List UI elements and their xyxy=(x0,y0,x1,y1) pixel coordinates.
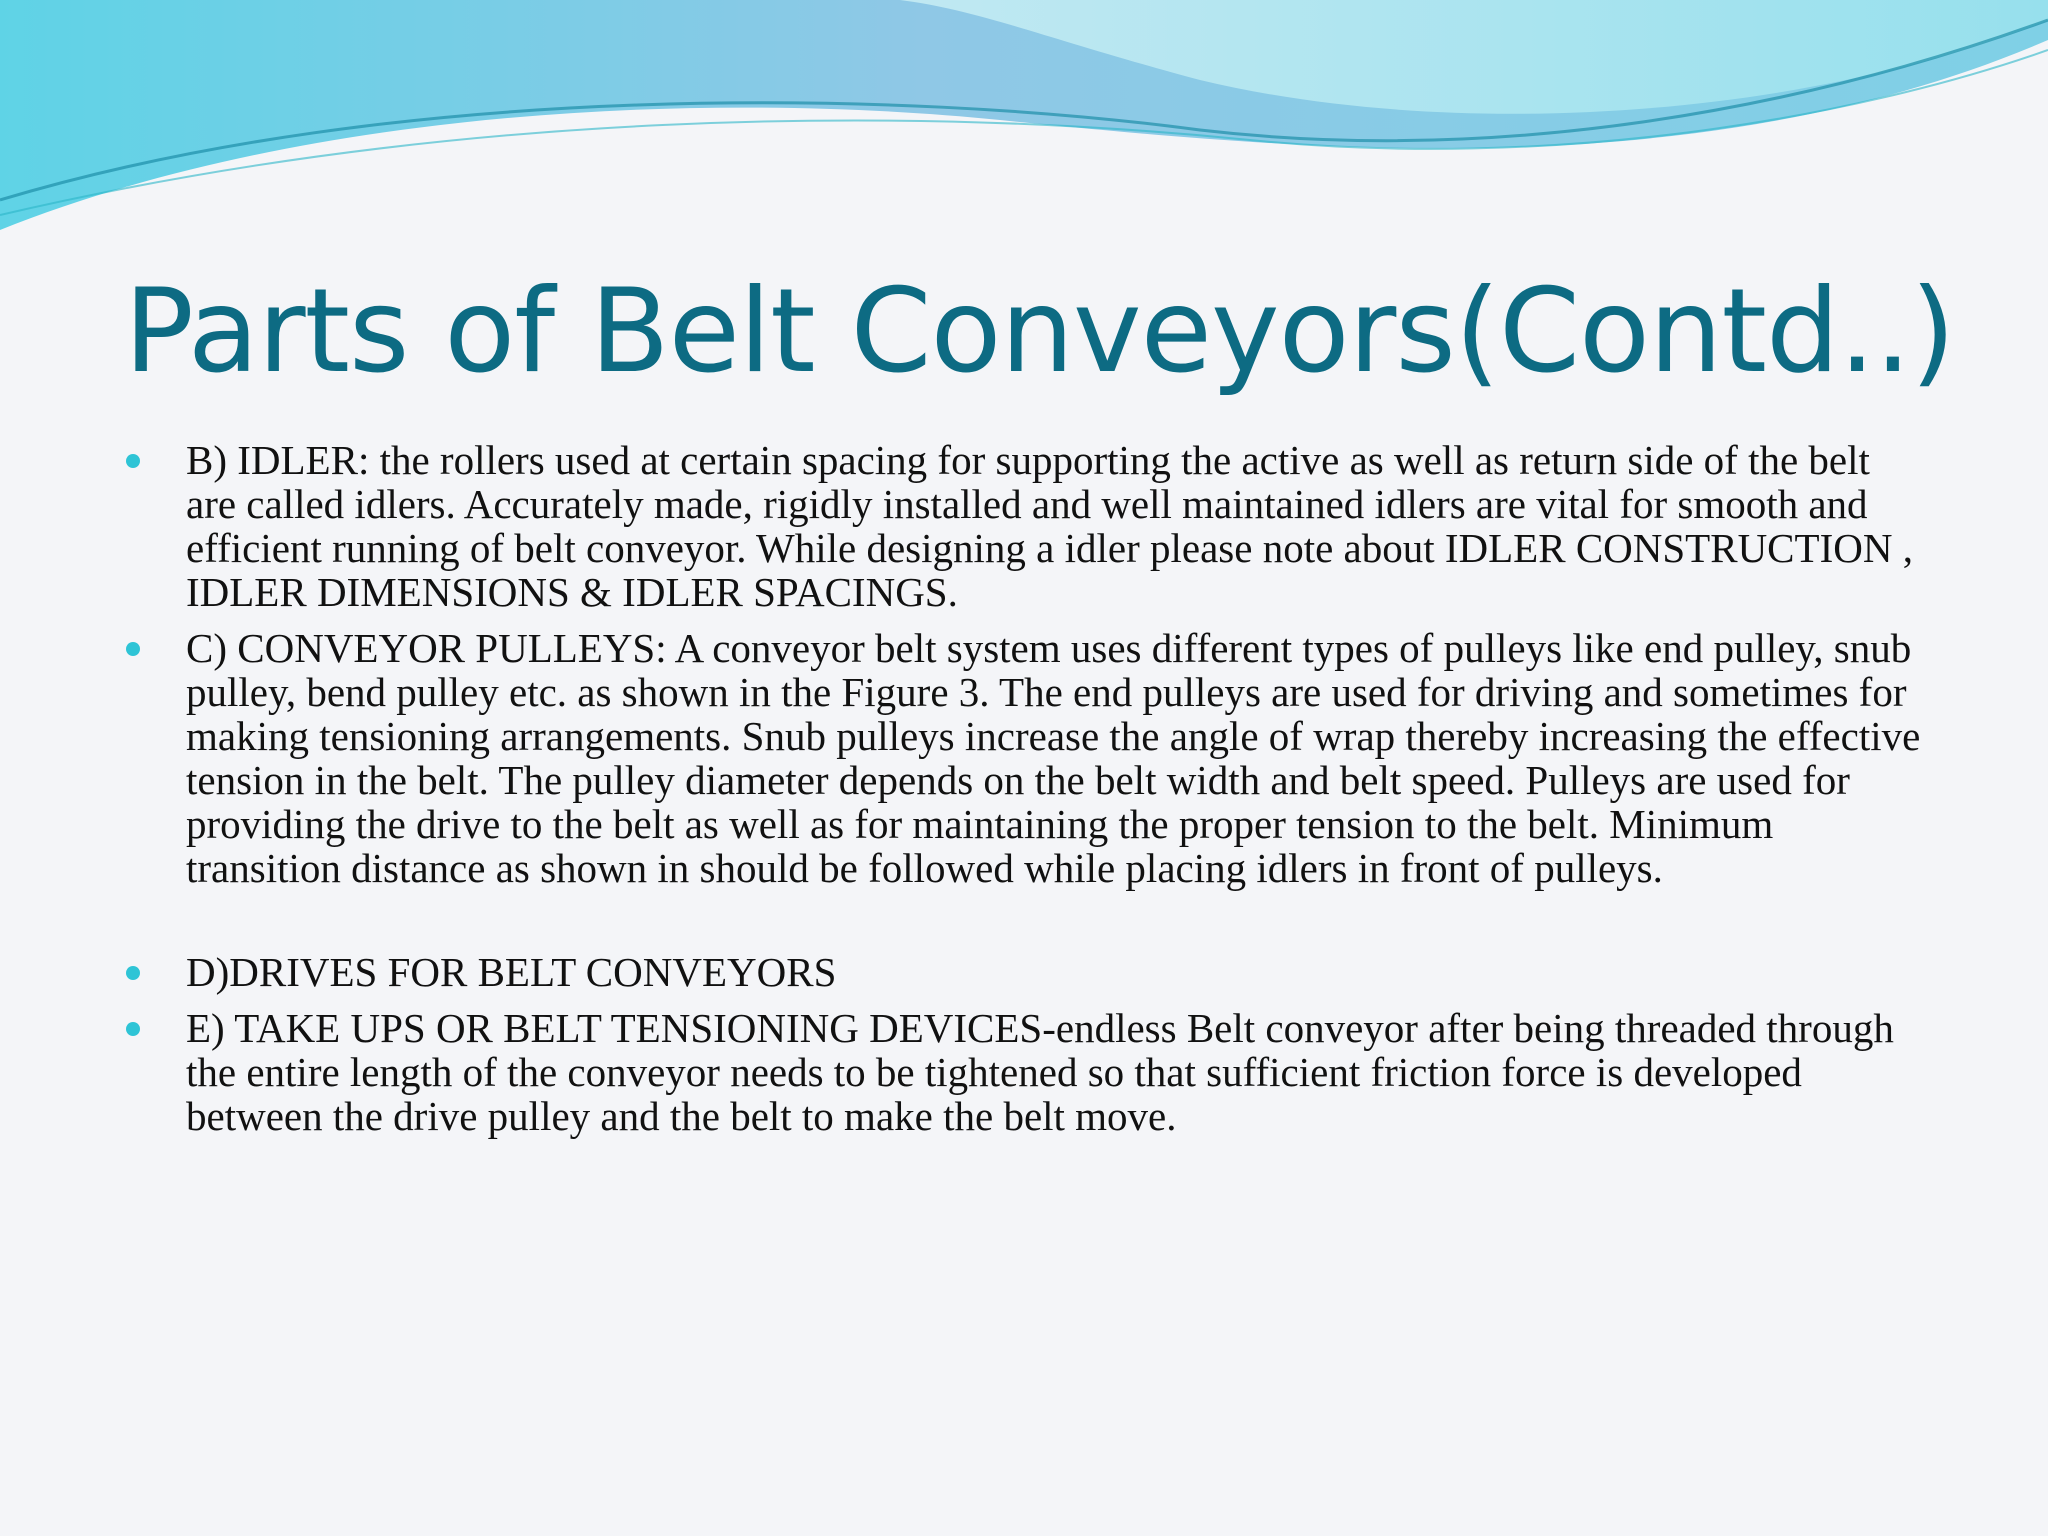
bullet-marker-icon xyxy=(126,642,140,656)
bullet-marker-icon xyxy=(126,454,140,468)
bullet-item-pulleys xyxy=(124,626,1924,890)
bullet-text: B) IDLER: the rollers used at certain spacing for supporting the active as well as return side of the belt are called idlers. Accurately made, rigidly installed and well maintained idlers are vital for smooth and efficient running of belt conveyor. While designing a idler please note about IDLER CONSTRUCTION , IDLER DIMENSIONS & IDLER SPACINGS. xyxy=(186,437,1913,615)
bullet-text: C) CONVEYOR PULLEYS: A conveyor belt system uses different types of pulleys like end pulley, snub pulley, bend pulley etc. as shown in the Figure 3. The end pulleys are used for driving and sometimes for making tensioning arrangements. Snub pulleys increase the angle of wrap thereby increasing the effective tension in the belt. The pulley diameter depends on the belt width and belt speed. Pulleys are used for providing the drive to the belt as well as for maintaining the proper tension to the belt. Minimum transition distance as shown in should be followed while placing idlers in front of pulleys. xyxy=(186,625,1921,891)
bullet-text: D)DRIVES FOR BELT CONVEYORS xyxy=(186,949,837,995)
slide-title: Parts of Belt Conveyors(Contd..) xyxy=(124,264,1955,399)
bullet-marker-icon xyxy=(126,1022,140,1036)
header-wave-decoration xyxy=(0,0,2048,240)
bullet-item-take-ups xyxy=(124,1006,1924,1138)
bullet-marker-icon xyxy=(126,966,140,980)
bullet-item-drives xyxy=(124,950,1924,994)
bullet-list xyxy=(124,438,1924,1138)
bullet-item-idler xyxy=(124,438,1924,614)
bullet-text: E) TAKE UPS OR BELT TENSIONING DEVICES-endless Belt conveyor after being threaded through the entire length of the conveyor needs to be tightened so that sufficient friction force is developed between the drive pulley and the belt to make the belt move. xyxy=(186,1005,1894,1139)
